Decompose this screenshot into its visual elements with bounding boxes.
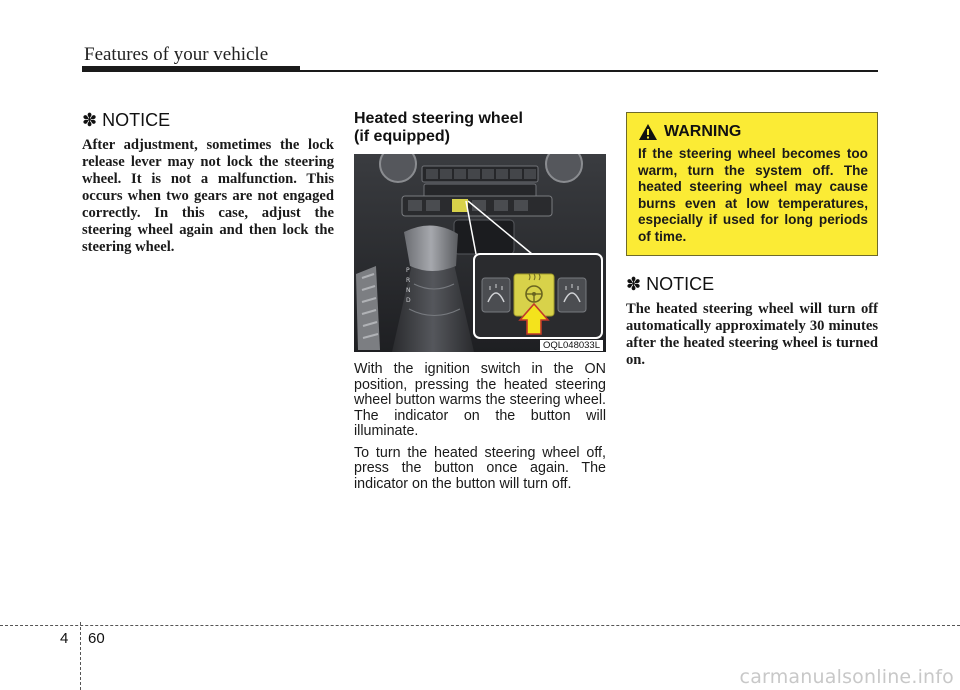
gear-knob xyxy=(404,225,458,271)
right-climate-knob xyxy=(546,154,582,182)
site-watermark: carmanualsonline.info xyxy=(739,666,954,688)
right-notice xyxy=(626,274,878,369)
heated-steering-wheel-figure xyxy=(354,154,606,352)
middle-column xyxy=(354,110,606,498)
footer-divider xyxy=(0,625,960,626)
heated-wheel-button-small xyxy=(452,199,468,212)
figure-code: OQL048033L xyxy=(540,340,603,351)
warning-box xyxy=(626,112,878,256)
notice-heading: ✽ NOTICE xyxy=(82,110,171,130)
paragraph-heating-on: With the ignition switch in the ON position, pressing the heated steering wheel button warms the steering wheel. The indicator on the button will illuminate. xyxy=(354,361,606,439)
section-heading-line1: Heated steering wheel xyxy=(354,110,523,127)
section-heading-line2: (if equipped) xyxy=(354,128,450,145)
right-column xyxy=(626,112,878,369)
svg-text:N: N xyxy=(406,287,411,294)
paragraph-heating-off: To turn the heated steering wheel off, press the button once again. The indicator on the button will turn off. xyxy=(354,444,606,492)
warning-body: If the steering wheel becomes too warm, turn the system off. The heated steering wheel may cause burns even at low temperatures, especially if used for long periods of time. xyxy=(638,146,868,244)
page-number: 60 xyxy=(88,630,105,647)
notice-body: After adjustment, sometimes the lock release lever may not lock the steering wheel. It is not a malfunction. This occurs when two gears are not engaged correctly. In this case, adjust the steering wheel again and then lock the steering wheel. xyxy=(82,137,334,255)
footer-vertical-divider xyxy=(80,622,81,690)
svg-text:P: P xyxy=(406,267,410,274)
header-rule-thin xyxy=(300,70,878,72)
page-header-title: Features of your vehicle xyxy=(84,44,269,65)
notice-heading-right: ✽ NOTICE xyxy=(626,274,715,294)
warning-triangle-icon xyxy=(638,123,658,141)
warning-title: WARNING xyxy=(664,123,742,140)
svg-text:R: R xyxy=(406,277,411,284)
left-column xyxy=(82,110,334,256)
warning-title-row xyxy=(638,123,868,141)
section-heading xyxy=(354,110,606,146)
console-illustration xyxy=(354,154,606,352)
header-rule-thick xyxy=(82,66,300,72)
left-climate-knob xyxy=(380,154,416,182)
svg-text:D: D xyxy=(406,297,411,304)
page-section-number: 4 xyxy=(60,630,69,647)
notice-body-right: The heated steering wheel will turn off automatically approximately 30 minutes after the heated steering wheel is turned on. xyxy=(626,301,878,368)
